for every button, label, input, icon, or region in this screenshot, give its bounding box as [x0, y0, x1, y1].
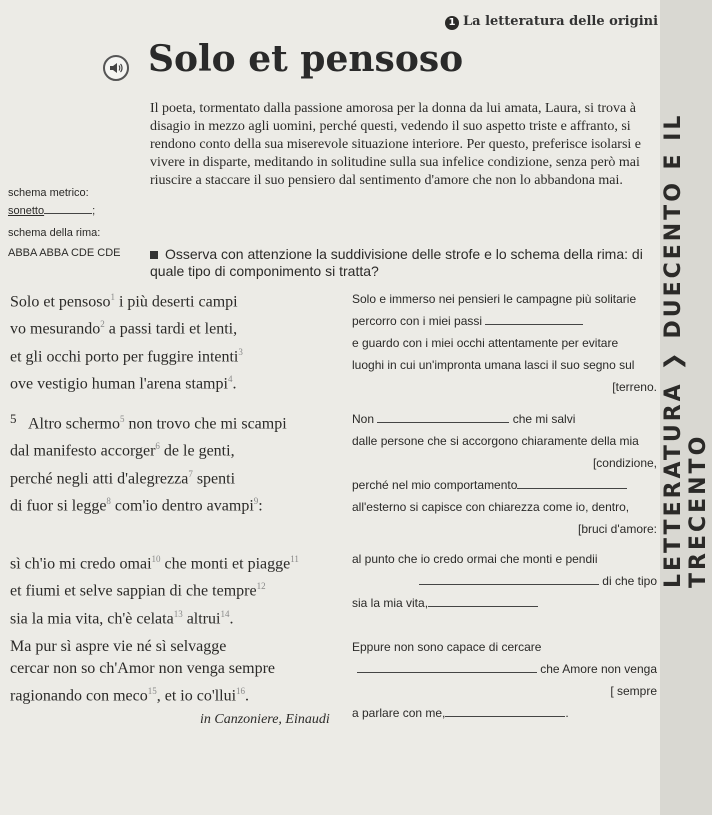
source-citation: in Canzoniere, Einaudi: [200, 712, 330, 727]
metric-value: sonetto: [8, 205, 45, 217]
paraphrase-line: luoghi in cui un'impronta umana lasci il suo segno sul: [352, 358, 635, 372]
paraphrase-line: sia la mia vita,: [352, 592, 657, 614]
stanza-4: [10, 636, 350, 707]
paraphrase-line: [ sempre: [610, 684, 657, 698]
answer-blank[interactable]: [377, 411, 509, 423]
verse-number: 5: [10, 411, 17, 426]
task-text: Osserva con attenzione la suddivisione delle strofe e lo schema della rima: di quale tipo di componimento si tratta?: [150, 246, 643, 279]
paraphrase-line: a parlare con me, .: [352, 706, 569, 720]
answer-blank[interactable]: [485, 313, 583, 325]
verse-line: vo mesurando$^2$ a passi tardi et lenti,: [10, 319, 238, 338]
paraphrase-4: [352, 636, 657, 724]
paraphrase-line: [bruci d'amore:: [578, 522, 657, 536]
task-prompt: [150, 246, 670, 280]
verse-line: ove vestigio human l'arena stampi$^4$.: [10, 373, 237, 393]
answer-blank[interactable]: [419, 573, 599, 585]
verse-line: cercar non so ch'Amor non venga sempre: [10, 660, 276, 677]
metric-label: schema metrico:: [8, 187, 89, 199]
verse-line: Ma pur sì aspre vie né sì selvagge: [10, 638, 227, 655]
speaker-icon: [109, 61, 123, 75]
paraphrase-line: percorro con i miei passi: [352, 310, 657, 332]
answer-blank[interactable]: [517, 477, 627, 489]
paraphrase-line: che Amore non venga: [352, 658, 657, 680]
side-strip-label: LETTERATURA ❯ DUECENTO E IL TRECENTO: [661, 112, 711, 588]
metric-blank[interactable]: [44, 203, 92, 214]
paraphrase-line: [condizione,: [592, 456, 657, 470]
side-strip: [660, 0, 712, 815]
metric-sidebar: schema metrico: sonetto ; schema della rima: ABBA ABBA CDE CDE: [8, 186, 123, 260]
audio-button[interactable]: [103, 55, 129, 81]
paraphrase-line: di che tipo: [352, 570, 657, 592]
stanza-2: [10, 408, 350, 517]
verse-line: Solo et pensoso$^1$ i più deserti campi: [10, 292, 238, 311]
verse-line: di fuor si legge$^8$ com'io dentro avampi$^9$:: [10, 495, 263, 515]
paraphrase-line: Solo e immerso nei pensieri le campagne più solitarie: [352, 292, 637, 306]
paraphrase-2: [352, 408, 657, 540]
paraphrase-line: Non che mi salvi: [352, 412, 576, 426]
verse-line: dal manifesto accorger$^6$ de le genti,: [10, 441, 235, 460]
answer-blank[interactable]: [357, 661, 537, 673]
verse-line: Altro schermo$^5$ non trovo che mi scampi: [28, 414, 287, 433]
paraphrase-line: Eppure non sono capace di cercare: [352, 640, 542, 654]
answer-blank[interactable]: [428, 595, 538, 607]
rhyme-label: schema della rima:: [8, 227, 101, 239]
verse-line: perché negli atti d'alegrezza$^7$ spenti: [10, 468, 236, 487]
paraphrase-1: [352, 288, 657, 398]
verse-line: sia la mia vita, ch'è celata$^{13}$ altrui$^{14}$.: [10, 608, 234, 627]
section-header: [445, 14, 658, 30]
verse-line: sì ch'io mi credo omai$^{10}$ che monti et piagge$^{11}$: [10, 554, 299, 573]
paraphrase-line: dalle persone che si accorgono chiaramente della mia: [352, 434, 639, 448]
page-title: Solo et pensoso: [148, 38, 464, 80]
intro-text: Il poeta, tormentato dalla passione amorosa per la donna da lui amata, Laura, si trova à disagio in mezzo agli uomini, perché questi, vedendo il suo aspetto triste e affranto, si rendono conto della sua miserevole situazione interiore. Per questo, preferisce isolarsi e vivere in disparte, meditando in solitudine sulla sua infelice condizione, senza però mai riuscire a staccare il suo pensiero dal sentimento d'amore che non lo abbandona mai.: [150, 101, 641, 188]
paraphrase-line: perché nel mio comportamento: [352, 474, 657, 496]
stanza-1: [10, 286, 350, 395]
answer-blank[interactable]: [445, 705, 565, 717]
paraphrase-3: [352, 548, 657, 614]
rhyme-value: ABBA ABBA CDE CDE: [8, 247, 121, 259]
paraphrase-line: e guardo con i miei occhi attentamente per evitare: [352, 336, 619, 350]
section-name: La letteratura delle origini: [463, 14, 659, 29]
verse-line: et fiumi et selve sappian di che tempre$^{12}$: [10, 581, 266, 600]
paraphrase-line: al punto che io credo ormai che monti e pendii: [352, 552, 598, 566]
paraphrase-line: [terreno.: [612, 380, 657, 394]
stanza-3: [10, 548, 350, 630]
paraphrase-line: all'esterno si capisce con chiarezza come io, dentro,: [352, 500, 630, 514]
verse-line: et gli occhi porto per fuggire intenti$^3$: [10, 346, 243, 365]
section-number: 1: [445, 16, 459, 30]
task-bullet-icon: [150, 251, 158, 259]
verse-line: ragionando con meco$^{15}$, et io co'llui$^{16}$.: [10, 686, 250, 705]
